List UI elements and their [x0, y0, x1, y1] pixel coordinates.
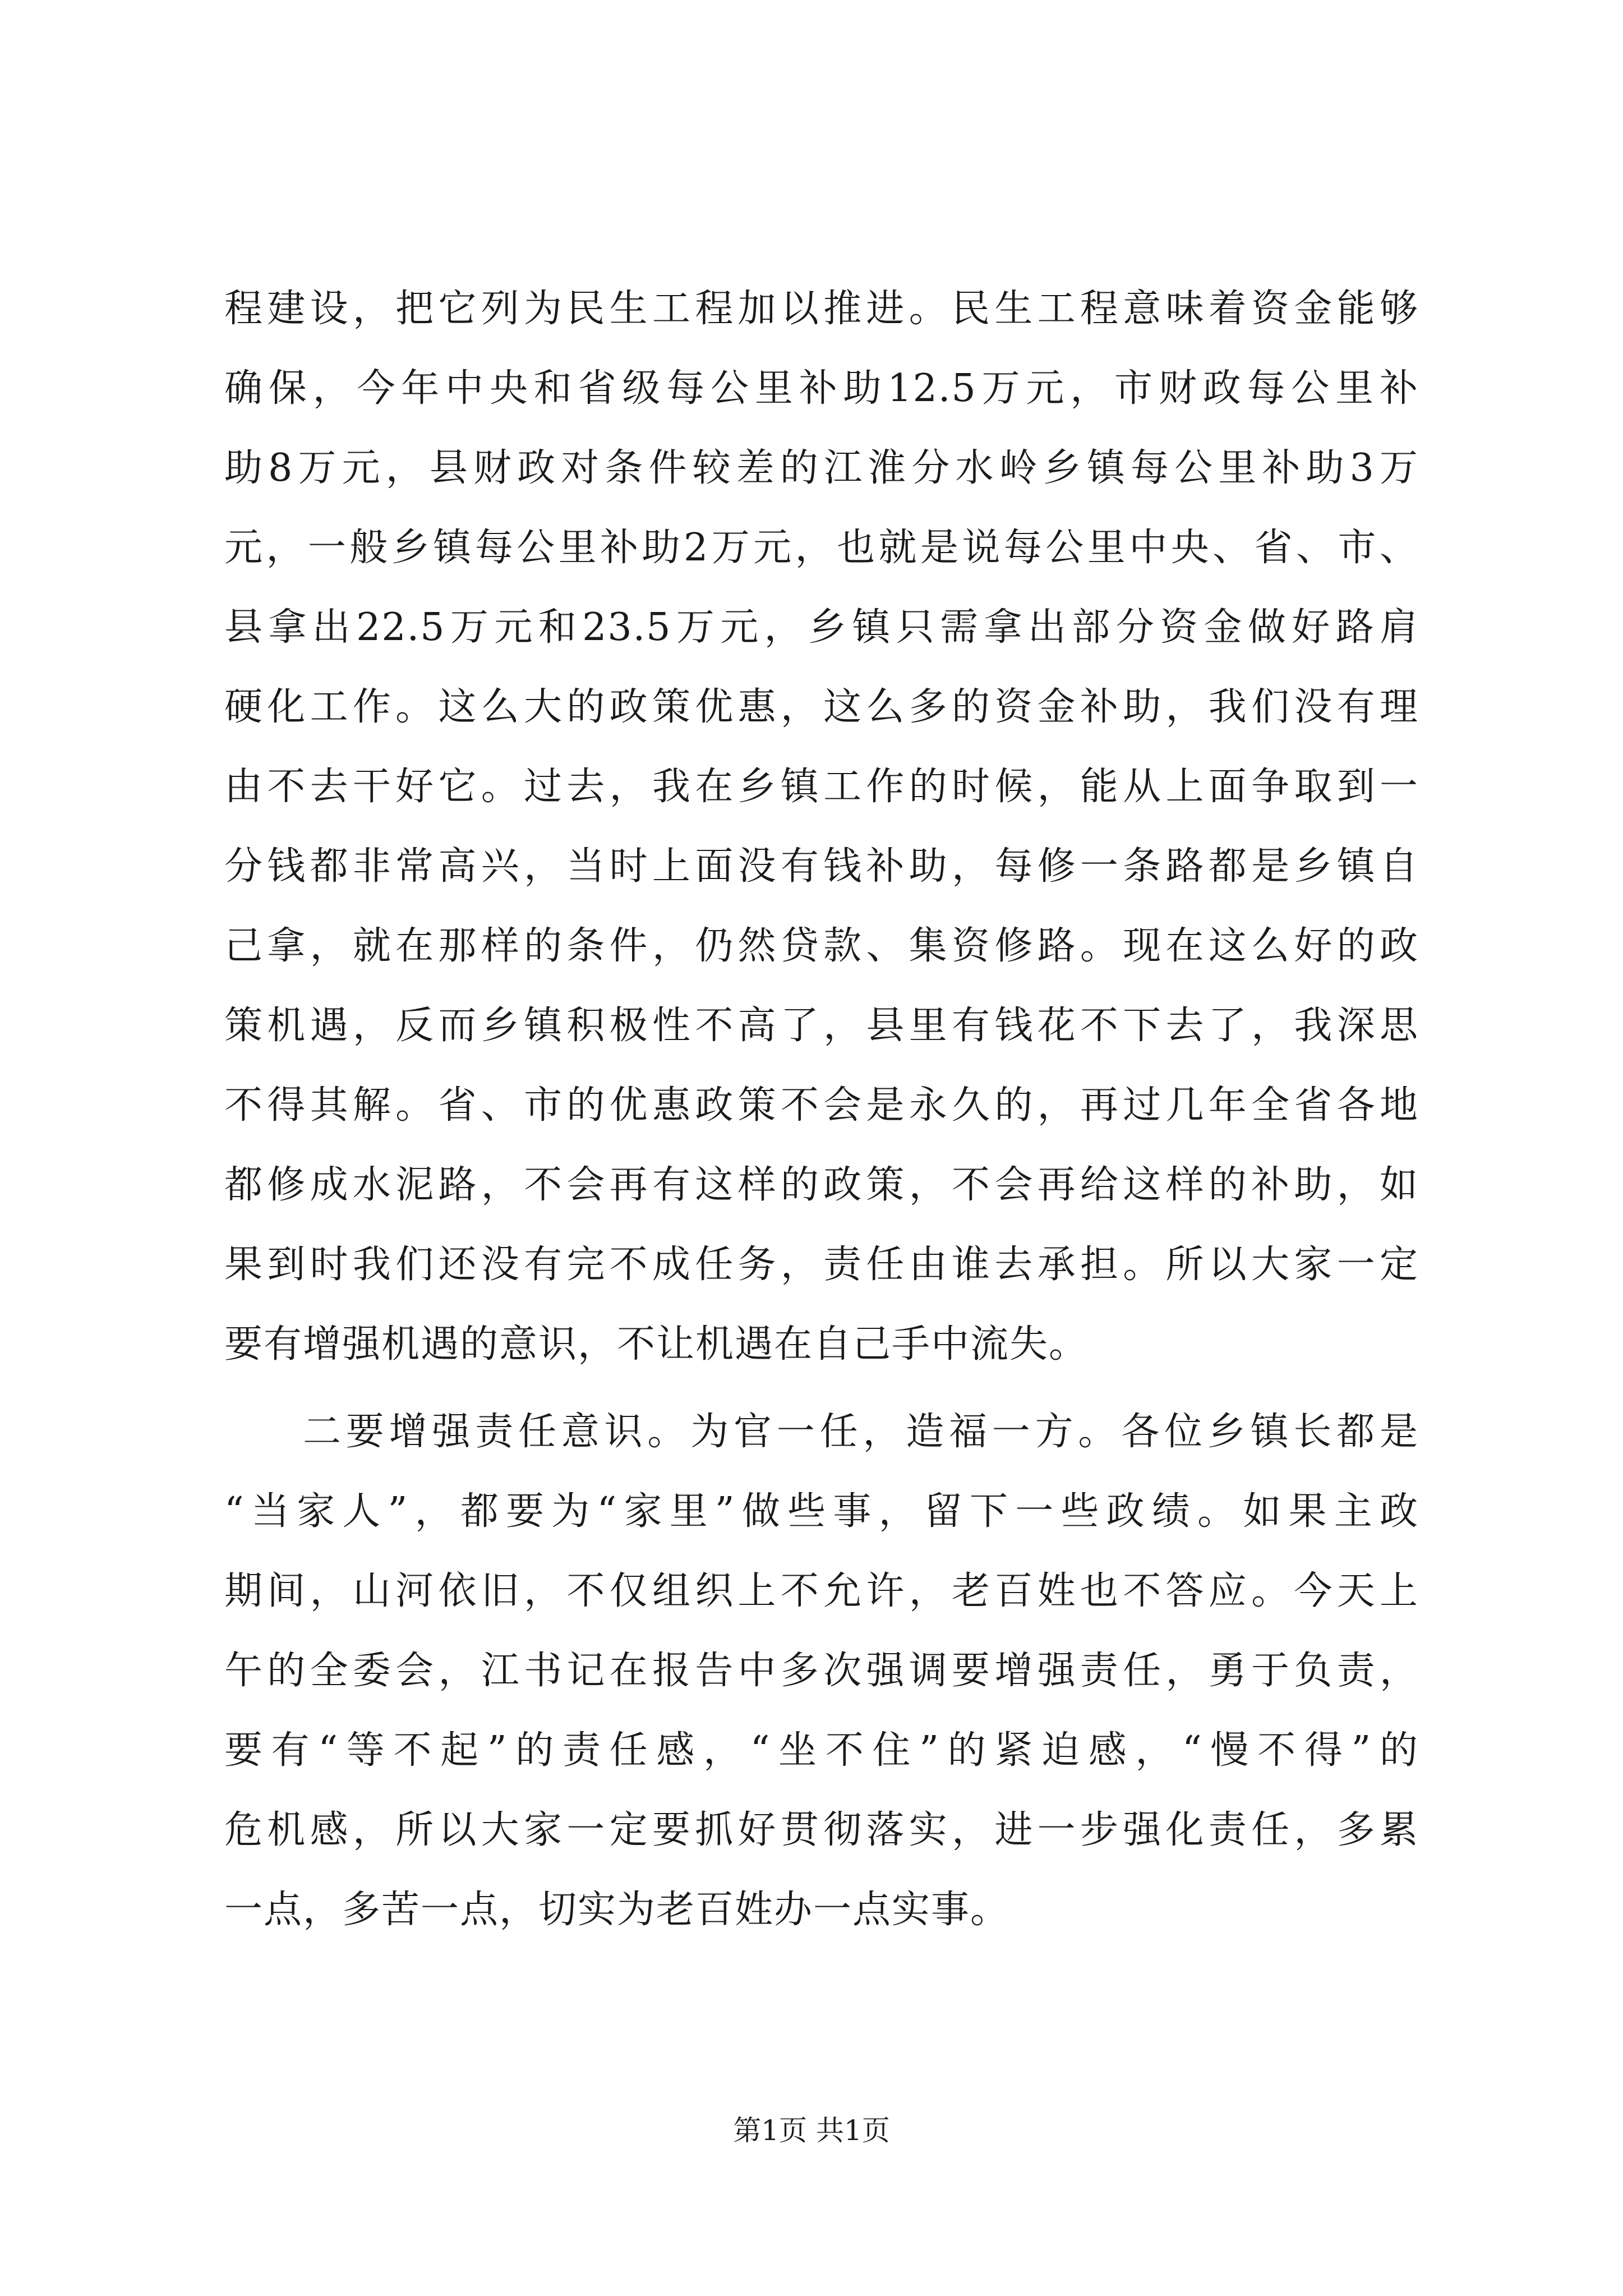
text-line: 助8万元，县财政对条件较差的江淮分水岭乡镇每公里补助3万	[224, 446, 1419, 490]
text-line: 一点，多苦一点，切实为老百姓办一点实事。	[224, 1888, 1010, 1932]
text-line: 程建设，把它列为民生工程加以推进。民生工程意味着资金能够	[224, 287, 1419, 331]
document-body	[224, 269, 1419, 1950]
paragraph	[224, 269, 1419, 1384]
text-line: 要有“等不起”的责任感，“坐不住”的紧迫感，“慢不得”的	[224, 1728, 1419, 1773]
text-line: 元，一般乡镇每公里补助2万元，也就是说每公里中央、省、市、	[224, 526, 1419, 570]
text-line: 二要增强责任意识。为官一任，造福一方。各位乡镇长都是	[303, 1410, 1419, 1454]
text-line: 都修成水泥路，不会再有这样的政策，不会再给这样的补助，如	[224, 1163, 1419, 1207]
paragraph	[224, 1392, 1419, 1950]
page-number-footer: 第1页 共1页	[733, 2114, 890, 2147]
text-line: 由不去干好它。过去，我在乡镇工作的时候，能从上面争取到一	[224, 765, 1419, 809]
text-line: 策机遇，反而乡镇积极性不高了，县里有钱花不下去了，我深思	[224, 1004, 1419, 1048]
text-line: 分钱都非常高兴，当时上面没有钱补助，每修一条路都是乡镇自	[224, 844, 1419, 889]
text-line: 危机感，所以大家一定要抓好贯彻落实，进一步强化责任，多累	[224, 1808, 1419, 1852]
text-line: 己拿，就在那样的条件，仍然贷款、集资修路。现在这么好的政	[224, 924, 1419, 968]
text-line: “当家人”，都要为“家里”做些事，留下一些政绩。如果主政	[224, 1489, 1419, 1534]
text-line: 要有增强机遇的意识，不让机遇在自己手中流失。	[224, 1322, 1089, 1366]
text-line: 确保，今年中央和省级每公里补助12.5万元，市财政每公里补	[224, 366, 1419, 411]
text-line: 期间，山河依旧，不仅组织上不允许，老百姓也不答应。今天上	[224, 1569, 1419, 1613]
text-line: 不得其解。省、市的优惠政策不会是永久的，再过几年全省各地	[224, 1083, 1419, 1128]
text-line: 午的全委会，江书记在报告中多次强调要增强责任，勇于负责，	[224, 1649, 1419, 1693]
text-line: 县拿出22.5万元和23.5万元，乡镇只需拿出部分资金做好路肩	[224, 605, 1419, 650]
paragraph-spacer	[224, 1384, 1419, 1392]
text-line: 硬化工作。这么大的政策优惠，这么多的资金补助，我们没有理	[224, 685, 1419, 729]
text-line: 果到时我们还没有完不成任务，责任由谁去承担。所以大家一定	[224, 1243, 1419, 1287]
